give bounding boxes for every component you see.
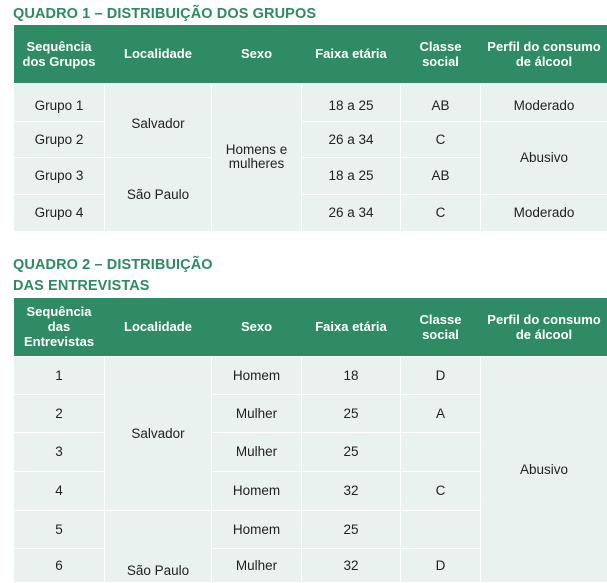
cell-seq: 5 xyxy=(14,510,105,548)
cell-faixa: 32 xyxy=(302,548,401,582)
cell-seq: Grupo 2 xyxy=(14,121,105,157)
header-localidade: Localidade xyxy=(105,298,212,356)
header-classe-social: Classe social xyxy=(401,298,481,356)
cell-classe: C xyxy=(401,194,481,231)
cell-sexo: Homens e mulheres xyxy=(212,83,302,231)
header-sequencia: Sequência das Entrevistas xyxy=(14,298,105,356)
table-row xyxy=(14,83,607,121)
table-row xyxy=(14,356,607,394)
header-sequencia: Sequência dos Grupos xyxy=(14,25,105,83)
quadro2-table xyxy=(13,298,607,583)
cell-seq: 1 xyxy=(14,356,105,394)
cell-localidade: São Paulo xyxy=(105,157,212,231)
cell-seq: Grupo 3 xyxy=(14,157,105,194)
cell-classe: C xyxy=(401,121,481,157)
cell-classe: C xyxy=(401,471,481,510)
cell-faixa: 26 a 34 xyxy=(302,121,401,157)
cell-seq: 4 xyxy=(14,471,105,510)
cell-localidade: São Paulo xyxy=(105,510,212,582)
table-row xyxy=(14,121,607,157)
cell-sexo: Homem xyxy=(212,510,302,548)
cell-sexo: Homem xyxy=(212,471,302,510)
quadro2-title-line1: QUADRO 2 – DISTRIBUIÇÃO xyxy=(13,255,213,275)
header-sexo: Sexo xyxy=(212,298,302,356)
cell-faixa: 18 xyxy=(302,356,401,394)
cell-faixa: 26 a 34 xyxy=(302,194,401,231)
cell-perfil: Moderado xyxy=(481,83,607,121)
cell-seq: 3 xyxy=(14,432,105,471)
cell-seq: 2 xyxy=(14,394,105,432)
cell-classe xyxy=(401,432,481,471)
cell-faixa: 32 xyxy=(302,471,401,510)
header-faixa-etaria: Faixa etária xyxy=(302,298,401,356)
cell-classe: AB xyxy=(401,83,481,121)
cell-faixa: 18 a 25 xyxy=(302,157,401,194)
cell-classe xyxy=(401,510,481,548)
cell-perfil: Abusivo xyxy=(481,121,607,194)
header-sexo: Sexo xyxy=(212,25,302,83)
cell-sexo: Homem xyxy=(212,356,302,394)
cell-sexo: Mulher xyxy=(212,394,302,432)
cell-sexo: Mulher xyxy=(212,432,302,471)
cell-faixa: 25 xyxy=(302,394,401,432)
header-perfil-consumo: Perfil do consumo de álcool xyxy=(481,25,607,83)
cell-classe: AB xyxy=(401,157,481,194)
cell-seq: 6 xyxy=(14,548,105,582)
cell-perfil: Abusivo xyxy=(481,356,607,582)
cell-faixa: 18 a 25 xyxy=(302,83,401,121)
quadro1-header-row xyxy=(14,25,607,83)
cell-faixa: 25 xyxy=(302,432,401,471)
cell-perfil: Moderado xyxy=(481,194,607,231)
cell-sexo: Mulher xyxy=(212,548,302,582)
quadro2-title-line2: DAS ENTREVISTAS xyxy=(13,276,150,296)
cell-classe: D xyxy=(401,356,481,394)
header-perfil-consumo: Perfil do consumo de álcool xyxy=(481,298,607,356)
quadro2-header-row xyxy=(14,298,607,356)
header-classe-social: Classe social xyxy=(401,25,481,83)
cell-faixa: 25 xyxy=(302,510,401,548)
quadro1-table xyxy=(13,25,607,232)
header-localidade: Localidade xyxy=(105,25,212,83)
cell-localidade: Salvador xyxy=(105,83,212,157)
cell-seq: Grupo 4 xyxy=(14,194,105,231)
cell-classe: D xyxy=(401,548,481,582)
quadro1-title: QUADRO 1 – DISTRIBUIÇÃO DOS GRUPOS xyxy=(13,4,316,24)
table-row xyxy=(14,194,607,231)
cell-classe: A xyxy=(401,394,481,432)
cell-seq: Grupo 1 xyxy=(14,83,105,121)
header-faixa-etaria: Faixa etária xyxy=(302,25,401,83)
cell-localidade: Salvador xyxy=(105,356,212,510)
